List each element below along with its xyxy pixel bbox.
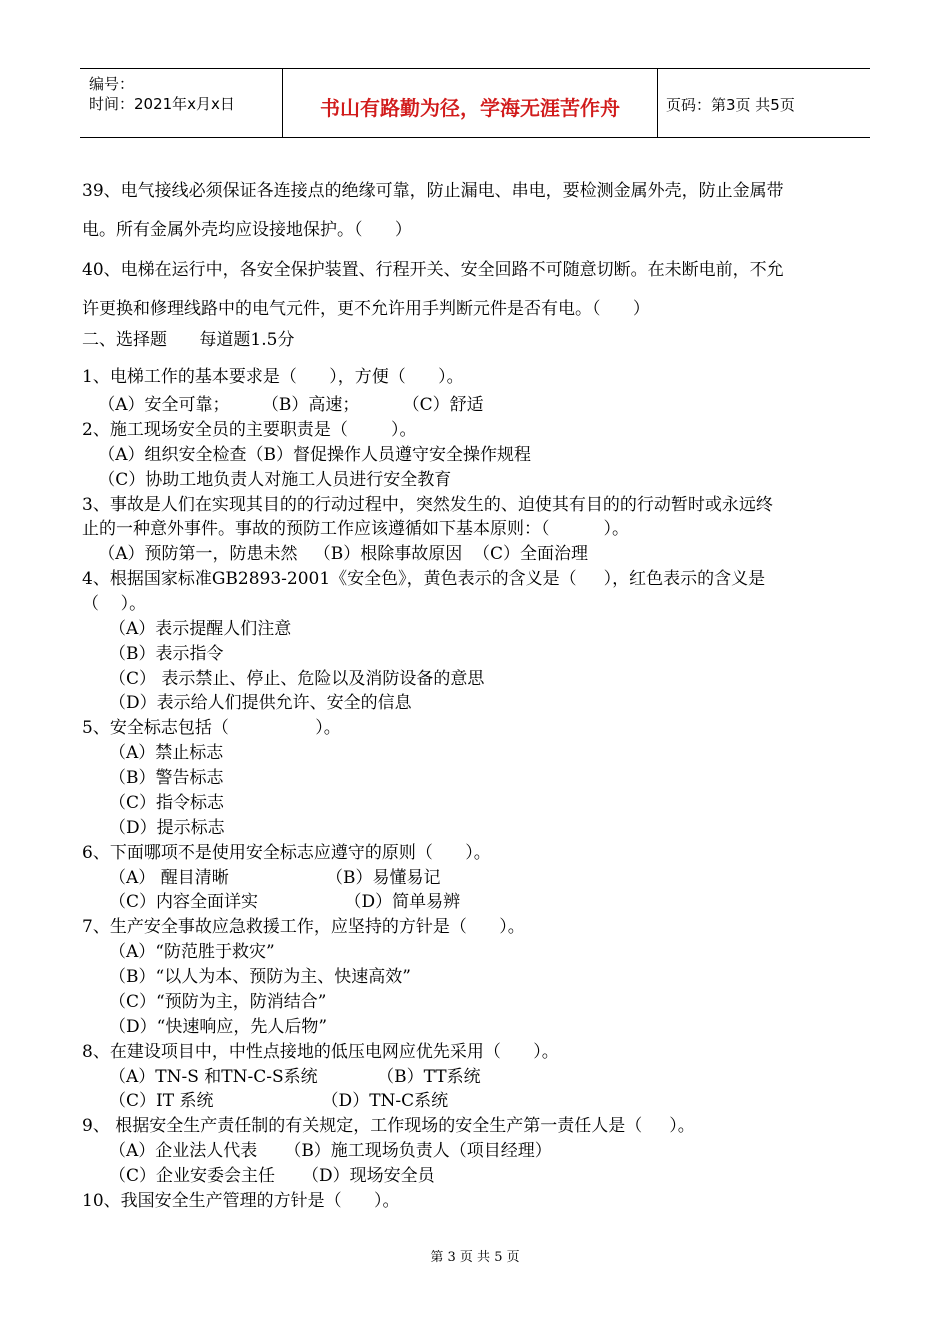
question-line: 10、我国安全生产管理的方针是（ ）。 xyxy=(82,1191,400,1211)
page-indicator: 页码：第3页 共5页 xyxy=(666,96,795,114)
document-date: 时间：2021年x月x日 xyxy=(89,95,235,113)
option-line: （A）表示提醒人们注意 xyxy=(82,619,292,639)
option-line: （C）“预防为主，防消结合” xyxy=(82,992,327,1012)
question-line: 6、下面哪项不是使用安全标志应遵守的原则（ ）。 xyxy=(82,843,491,863)
question-line: 许更换和修理线路中的电气元件，更不允许用手判断元件是否有电。（ ） xyxy=(82,299,650,319)
option-line: （A）“防范胜于救灾” xyxy=(82,942,275,962)
option-line: （C）IT 系统 （D）TN-C系统 xyxy=(82,1091,449,1111)
option-line: （A）预防第一，防患未然 （B）根除事故原因 （C）全面治理 xyxy=(82,544,589,564)
option-line: （A）组织安全检查（B）督促操作人员遵守安全操作规程 xyxy=(82,445,531,465)
option-line: （A）企业法人代表 （B）施工现场负责人（项目经理） xyxy=(82,1141,552,1161)
section-title: 二、选择题 每道题1.5分 xyxy=(82,330,295,350)
question-line: 1、电梯工作的基本要求是（ ），方便（ ）。 xyxy=(82,367,464,387)
option-line: （B）表示指令 xyxy=(82,644,224,664)
option-line: （A） 醒目清晰 （B）易懂易记 xyxy=(82,868,441,888)
option-line: （A）安全可靠； （B）高速； （C）舒适 xyxy=(82,395,484,415)
header-motto-cell xyxy=(283,69,658,137)
page-header xyxy=(80,68,870,138)
option-line: （D）表示给人们提供允许、安全的信息 xyxy=(82,693,412,713)
option-line: （C）指令标志 xyxy=(82,793,225,813)
option-line: （A）TN-S 和TN-C-S系统 （B）TT系统 xyxy=(82,1067,481,1087)
motto: 书山有路勤为径，学海无涯苦作舟 xyxy=(320,96,620,120)
document-number-label: 编号： xyxy=(89,75,135,93)
question-line: 9、 根据安全生产责任制的有关规定，工作现场的安全生产第一责任人是（ ）。 xyxy=(82,1116,695,1136)
question-line: 3、事故是人们在实现其目的的行动过程中，突然发生的、迫使其有目的的行动暂时或永远终 xyxy=(82,495,773,515)
question-line: （ ）。 xyxy=(82,594,147,614)
question-line: 2、施工现场安全员的主要职责是（ ）。 xyxy=(82,420,417,440)
question-line: 39、电气接线必须保证各连接点的绝缘可靠，防止漏电、串电，要检测金属外壳，防止金属带 xyxy=(82,181,784,201)
option-line: （D）“快速响应，先人后物” xyxy=(82,1017,328,1037)
question-line: 4、根据国家标准GB2893-2001《安全色》，黄色表示的含义是（ ），红色表示的含义是 xyxy=(82,569,766,589)
option-line: （D）提示标志 xyxy=(82,818,225,838)
question-line: 5、安全标志包括（ ）。 xyxy=(82,718,341,738)
option-line: （C）协助工地负责人对施工人员进行安全教育 xyxy=(82,470,452,490)
header-page-cell xyxy=(658,69,870,137)
question-line: 7、生产安全事故应急救援工作，应坚持的方针是（ ）。 xyxy=(82,917,525,937)
question-line: 电。所有金属外壳均应设接地保护。（ ） xyxy=(82,220,412,240)
option-line: （A）禁止标志 xyxy=(82,743,224,763)
question-line: 8、在建设项目中，中性点接地的低压电网应优先采用（ ）。 xyxy=(82,1042,559,1062)
option-line: （C）企业安委会主任 （D）现场安全员 xyxy=(82,1166,435,1186)
question-line: 止的一种意外事件。事故的预防工作应该遵循如下基本原则：（ ）。 xyxy=(82,519,630,539)
option-line: （C） 表示禁止、停止、危险以及消防设备的意思 xyxy=(82,669,485,689)
page-footer: 第 3 页 共 5 页 xyxy=(430,1250,520,1265)
option-line: （B）“以人为本、预防为主、快速高效” xyxy=(82,967,411,987)
question-line: 40、电梯在运行中，各安全保护装置、行程开关、安全回路不可随意切断。在未断电前，不允 xyxy=(82,260,784,280)
option-line: （B）警告标志 xyxy=(82,768,224,788)
option-line: （C）内容全面详实 （D）简单易辨 xyxy=(82,892,461,912)
header-info-cell xyxy=(80,69,283,137)
